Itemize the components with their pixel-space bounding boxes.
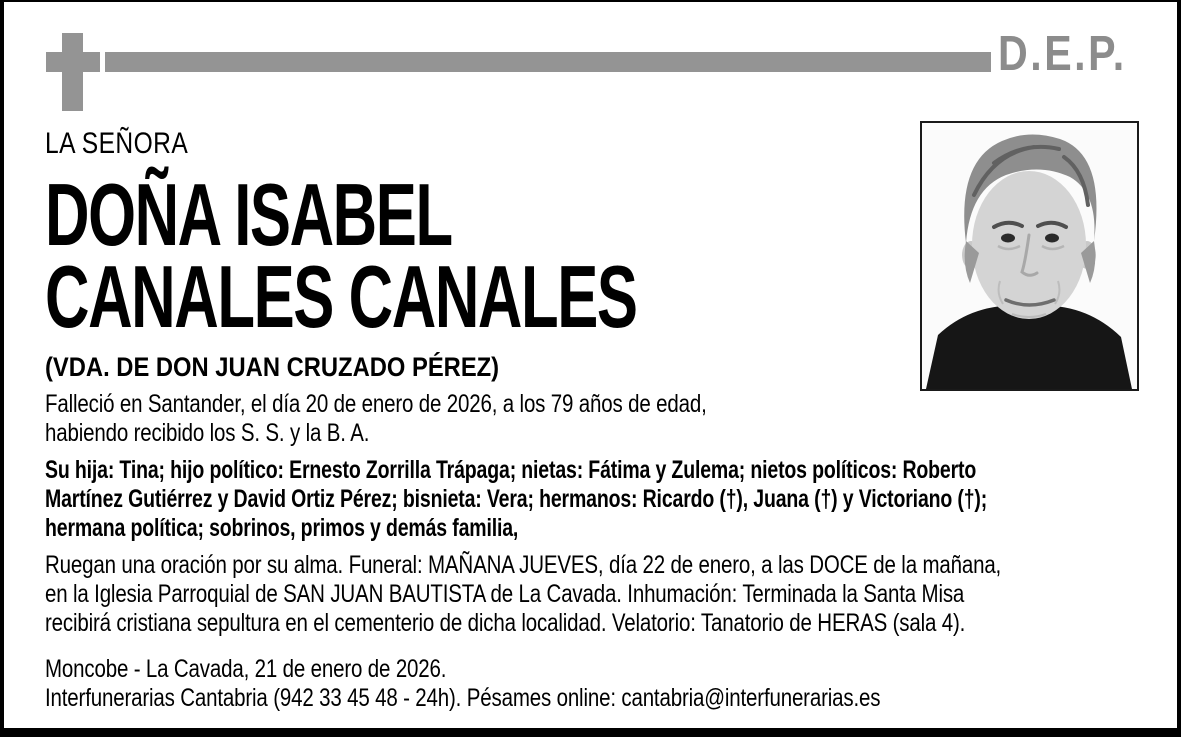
deceased-name-line2: CANALES CANALES xyxy=(45,247,637,346)
death-details-line: habiendo recibido los S. S. y la B. A. xyxy=(45,419,370,447)
closing-block xyxy=(45,655,925,713)
deceased-name-line1: DOÑA ISABEL xyxy=(45,165,452,264)
funeral-details-line: recibirá cristiana sepultura en el cementerio de dicha localidad. Velatorio: Tanatorio de HERAS (sala 4). xyxy=(45,609,966,637)
deceased-photo xyxy=(920,121,1139,391)
cross-icon-horizontal-bar xyxy=(46,52,100,72)
funeral-details-line: en la Iglesia Parroquial de SAN JUAN BAUTISTA de La Cavada. Inhumación: Terminada la Santa Misa xyxy=(45,580,965,608)
death-details-line: Falleció en Santander, el día 20 de enero de 2026, a los 79 años de edad, xyxy=(45,390,707,418)
honorific: LA SEÑORA xyxy=(45,127,189,160)
family-list xyxy=(45,456,988,543)
widow-of-line: (VDA. DE DON JUAN CRUZADO PÉREZ) xyxy=(45,352,500,382)
notice-body xyxy=(45,127,1002,713)
family-list-line: hermana política; sobrinos, primos y demás familia, xyxy=(45,514,519,542)
funeral-details xyxy=(45,551,1002,638)
place-date-line: Moncobe - La Cavada, 21 de enero de 2026. xyxy=(45,655,447,683)
death-details xyxy=(45,390,925,448)
funeral-details-line: Ruegan una oración por su alma. Funeral: MAÑANA JUEVES, día 22 de enero, a las DOCE de la mañana, xyxy=(45,551,1002,579)
funeral-home-line: Interfunerarias Cantabria (942 33 45 48 - 24h). Pésames online: cantabria@interfunerarias.es xyxy=(45,684,881,712)
family-list-line: Su hija: Tina; hijo político: Ernesto Zorrilla Trápaga; nietas: Fátima y Zulema; nietos políticos: Roberto xyxy=(45,456,977,484)
header-rule xyxy=(105,52,991,72)
deceased-name xyxy=(45,165,925,346)
portrait-illustration xyxy=(922,123,1137,389)
dep-label: D.E.P. xyxy=(998,27,1127,81)
family-list-line: Martínez Gutiérrez y David Ortiz Pérez; bisnieta: Vera; hermanos: Ricardo (†), Juana (†) y Victoriano (†); xyxy=(45,485,988,513)
cross-icon-vertical-bar xyxy=(62,33,83,111)
